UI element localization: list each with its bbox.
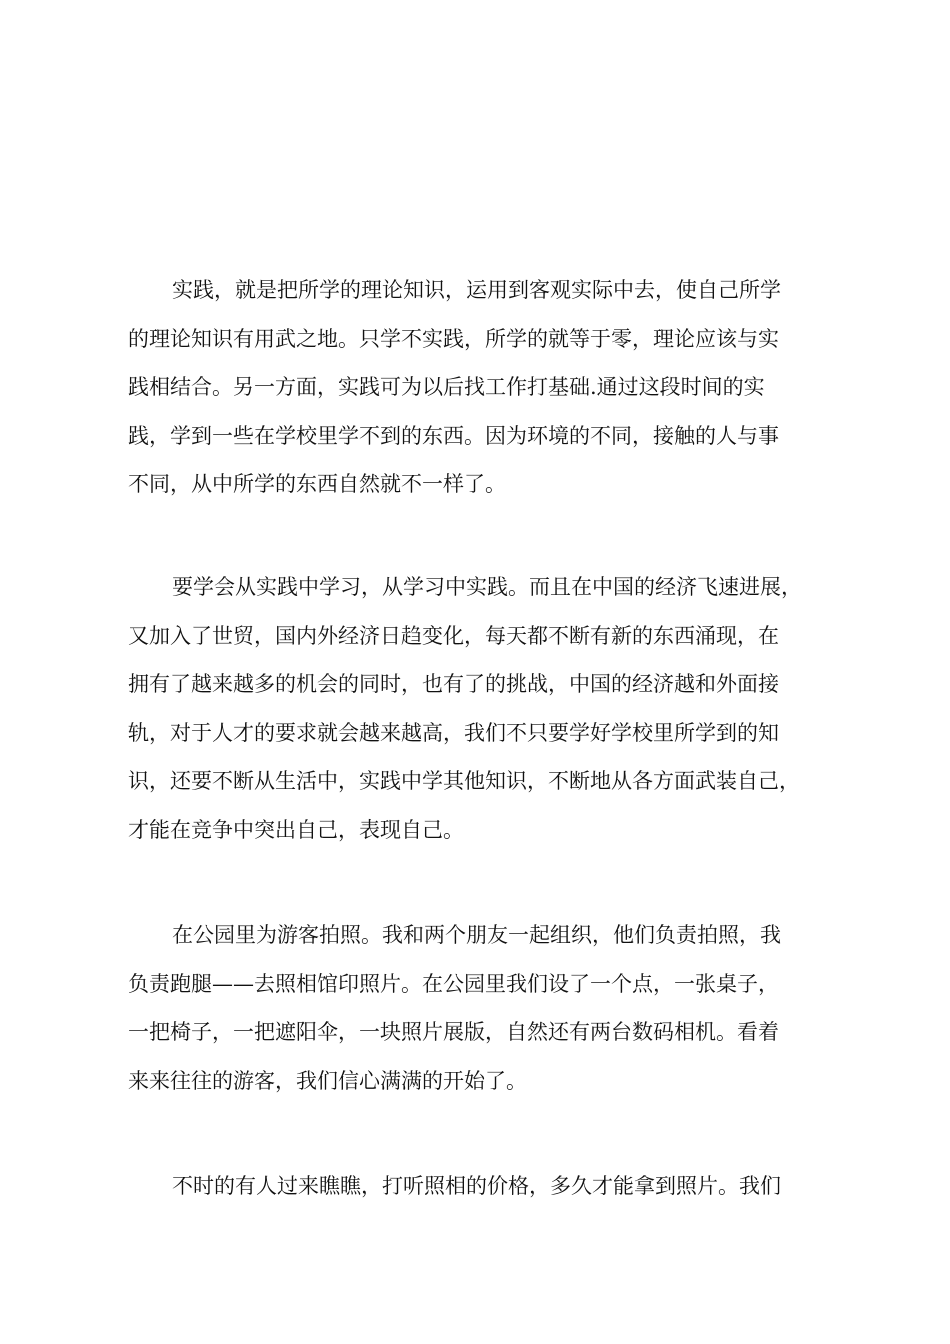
paragraph-2: [128, 563, 828, 854]
paragraph-line: 在公园里为游客拍照。我和两个朋友一起组织，他们负责拍照，我: [172, 923, 781, 947]
paragraph-line: 拥有了越来越多的机会的同时，也有了的挑战，中国的经济越和外面接: [128, 672, 779, 696]
paragraph-line: 不同，从中所学的东西自然就不一样了。: [128, 472, 506, 496]
paragraph-line: 实践，就是把所学的理论知识，运用到客观实际中去，使自己所学: [172, 278, 781, 302]
paragraph-1: [128, 266, 828, 509]
paragraph-line: 的理论知识有用武之地。只学不实践，所学的就等于零，理论应该与实: [128, 326, 779, 351]
paragraph-line: 识，还要不断从生活中，实践中学其他知识，不断地从各方面武装自己，: [128, 769, 800, 793]
paragraph-line: 来来往往的游客，我们信心满满的开始了。: [128, 1068, 527, 1093]
paragraph-line: 负责跑腿——去照相馆印照片。在公园里我们设了一个点，一张桌子，: [128, 971, 779, 996]
paragraph-line: 践，学到一些在学校里学不到的东西。因为环境的不同，接触的人与事: [128, 423, 779, 448]
paragraph-line: 才能在竞争中突出自己，表现自己。: [128, 817, 464, 842]
paragraph-line: 不时的有人过来瞧瞧，打听照相的价格，多久才能拿到照片。我们: [172, 1174, 781, 1198]
paragraph-line: 践相结合。另一方面，实践可为以后找工作打基础.通过这段时间的实: [128, 375, 765, 399]
paragraph-line: 轨，对于人才的要求就会越来越高，我们不只要学好学校里所学到的知: [128, 720, 779, 745]
paragraph-line: 一把椅子，一把遮阳伞，一块照片展版，自然还有两台数码相机。看着: [128, 1020, 779, 1044]
paragraph-3: [128, 911, 828, 1105]
paragraph-line: 又加入了世贸，国内外经济日趋变化，每天都不断有新的东西涌现，在: [128, 623, 779, 648]
paragraph-4: [128, 1162, 828, 1211]
paragraph-line: 要学会从实践中学习，从学习中实践。而且在中国的经济飞速进展，: [172, 575, 802, 599]
